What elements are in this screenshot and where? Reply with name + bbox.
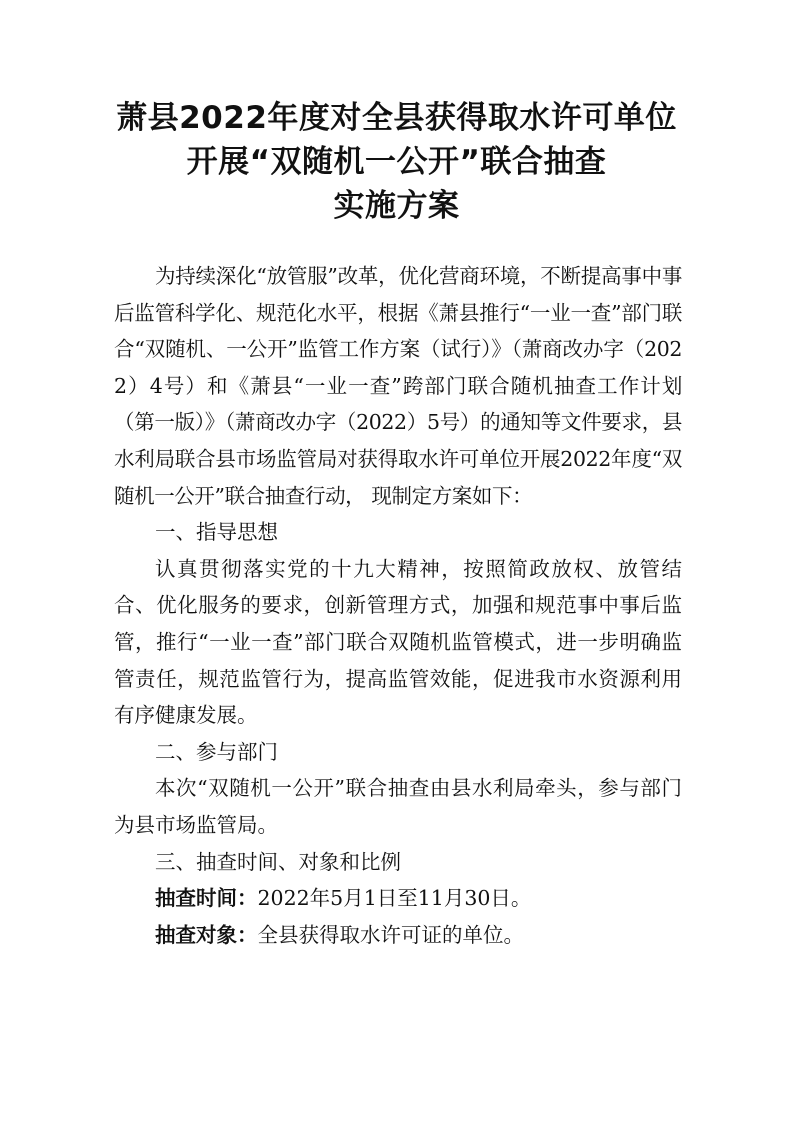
section-heading-guiding-thought: 一、指导思想 — [155, 520, 278, 545]
inspection-time-line — [114, 880, 682, 917]
section-heading-participating-departments: 二、参与部门 — [155, 739, 278, 764]
participating-departments-paragraph: 本次“双随机一公开”联合抽查由县水利局牵头，参与部门为县市场监管局。 — [114, 776, 682, 837]
inspection-object-line — [114, 917, 682, 954]
inspection-time-label: 抽查时间： — [155, 886, 258, 911]
title-line-3: 实施方案 — [333, 188, 460, 224]
title-line-2: 开展“双随机一公开”联合抽查 — [186, 144, 607, 180]
inspection-time-value: 2022年5月1日至11月30日。 — [257, 886, 532, 911]
intro-paragraph: 为持续深化“放管服”改革，优化营商环境，不断提高事中事后监管科学化、规范化水平，根据《萧县推行“一业一查”部门联合“双随机、一公开”监管工作方案（试行）》（萧商改办字（2022）4号）和《萧县“一业一查”跨部门联合随机抽查工作计划（第一版）》（萧商改办字（2022）5号）的通知等文件要求，县水利局联合县市场监管局对获得取水许可单位开展2022年度“双随机一公开”联合抽查行动， 现制定方案如下： — [114, 264, 682, 508]
document-body — [114, 258, 682, 953]
title-line-1: 萧县2022年度对全县获得取水许可单位 — [116, 100, 677, 136]
document-title — [0, 96, 793, 228]
inspection-object-label: 抽查对象： — [155, 922, 258, 947]
inspection-object-value: 全县获得取水许可证的单位。 — [257, 922, 524, 947]
guiding-thought-paragraph: 认真贯彻落实党的十九大精神，按照简政放权、放管结合、优化服务的要求，创新管理方式，加强和规范事中事后监管，推行“一业一查”部门联合双随机监管模式，进一步明确监管责任，规范监管行为，提高监管效能，促进我市水资源利用有序健康发展。 — [114, 556, 682, 728]
section-heading-inspection-scope: 三、抽查时间、对象和比例 — [155, 849, 401, 874]
